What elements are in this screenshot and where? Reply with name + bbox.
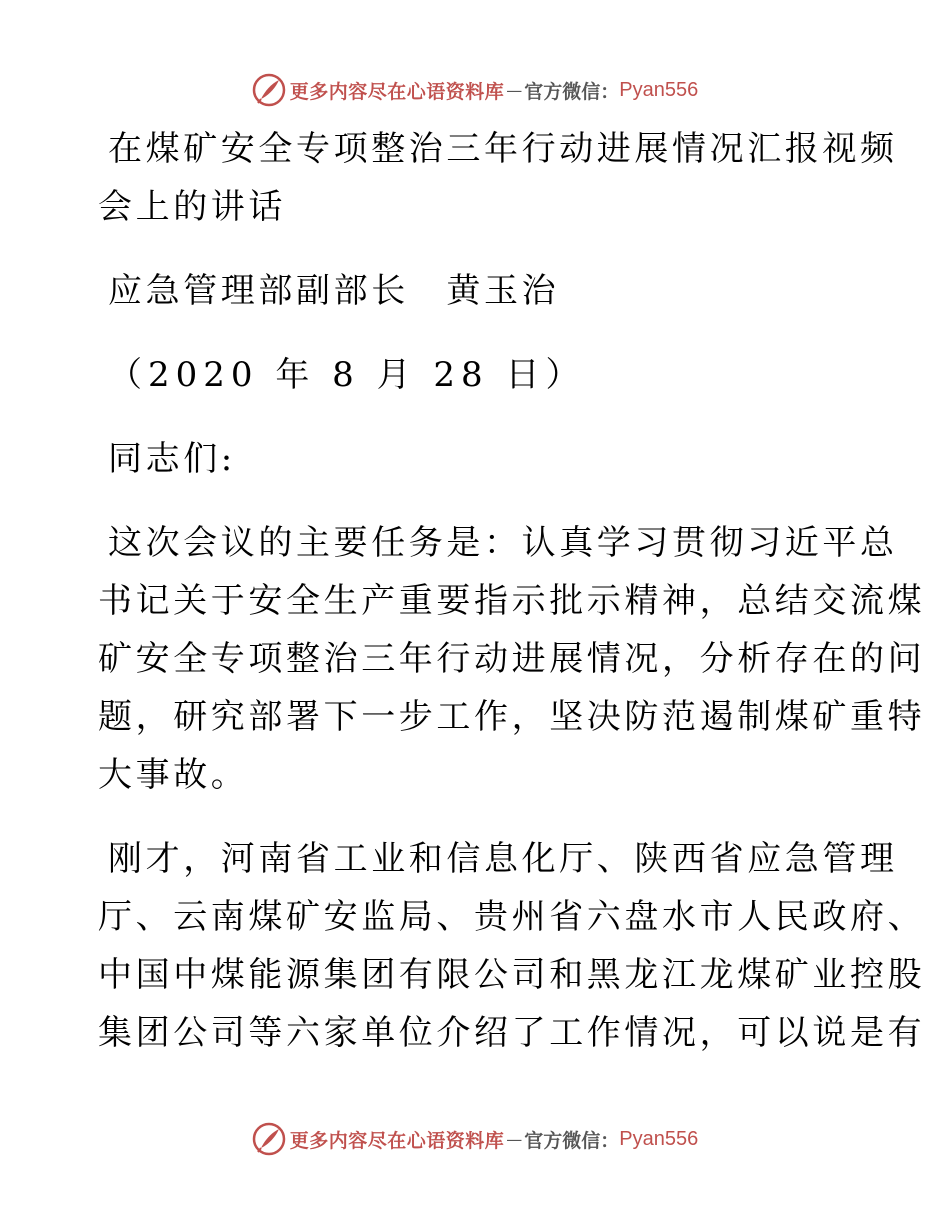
paragraph-line: 中国中煤能源集团有限公司和黑龙江龙煤矿业控股 [98, 955, 926, 995]
document-body [98, 120, 926, 1062]
paragraph-line: 这次会议的主要任务是：认真学习贯彻习近平总 [108, 523, 898, 563]
header-watermark [0, 70, 950, 110]
paragraph-1 [98, 514, 926, 804]
title-line: 会上的讲话 [98, 187, 286, 227]
watermark-label: 官方微信： [524, 1129, 620, 1152]
paragraph-line: 集团公司等六家单位介绍了工作情况，可以说是有 [98, 1013, 926, 1053]
date-line: （2020 年 8 月 28 日） [108, 355, 586, 395]
watermark-text: 更多内容尽在心语资料库 [289, 80, 505, 103]
feather-pen-logo-icon [252, 1122, 286, 1156]
paragraph-line: 矿安全专项整治三年行动进展情况，分析存在的问 [98, 639, 926, 679]
title-line: 在煤矿安全专项整治三年行动进展情况汇报视频 [108, 129, 898, 169]
feather-pen-logo-icon [252, 73, 286, 107]
speaker-line: 应急管理部副部长 黄玉治 [108, 271, 560, 311]
paragraph-line: 刚才，河南省工业和信息化厅、陕西省应急管理 [108, 839, 898, 879]
footer-watermark [0, 1119, 950, 1159]
watermark-separator: — [506, 1129, 523, 1149]
paragraph-2 [98, 830, 926, 1062]
paragraph-line: 大事故。 [98, 755, 249, 795]
document-title [98, 120, 898, 236]
salutation: 同志们: [108, 439, 236, 479]
watermark-wechat-id: Pyan556 [619, 1127, 699, 1150]
paragraph-line: 题，研究部署下一步工作，坚决防范遏制煤矿重特 [98, 697, 926, 737]
watermark-wechat-id: Pyan556 [619, 78, 699, 101]
watermark-label: 官方微信： [524, 80, 620, 103]
paragraph-line: 书记关于安全生产重要指示批示精神，总结交流煤 [98, 581, 926, 621]
paragraph-line: 厅、云南煤矿安监局、贵州省六盘水市人民政府、 [98, 897, 926, 937]
watermark-separator: — [506, 80, 523, 100]
watermark-text: 更多内容尽在心语资料库 [289, 1129, 505, 1152]
